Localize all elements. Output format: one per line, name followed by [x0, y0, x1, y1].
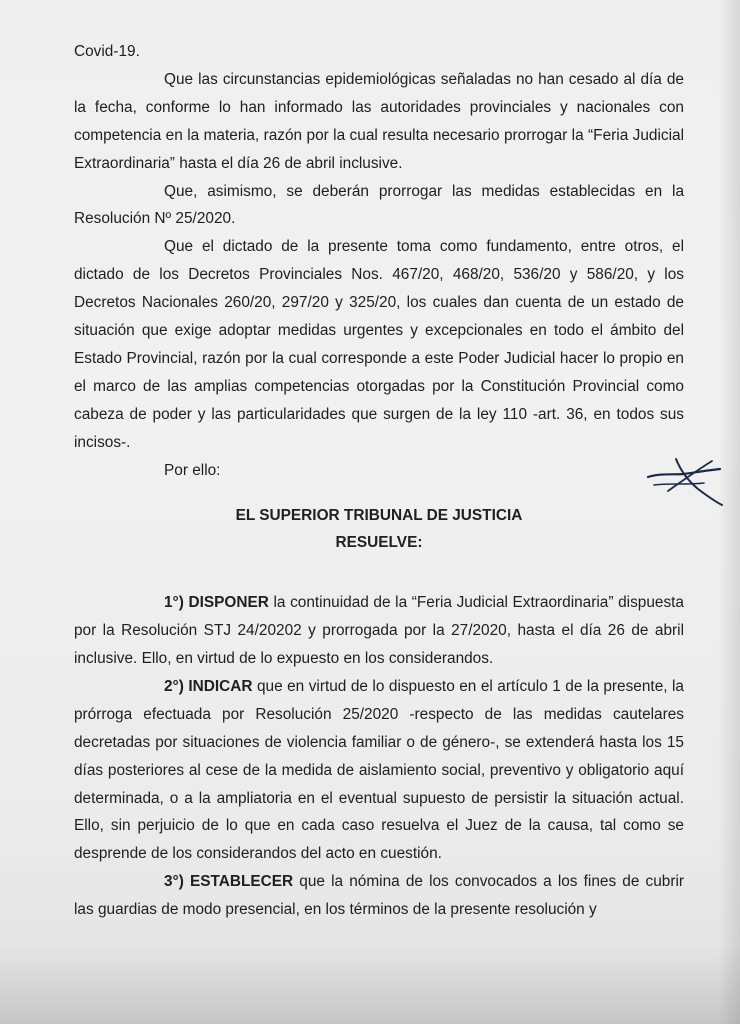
article-1 — [74, 589, 684, 673]
heading-resuelve: RESUELVE: — [335, 534, 423, 552]
article-3 — [74, 868, 684, 924]
document-body — [74, 38, 684, 924]
page-edge-shadow — [718, 0, 740, 1024]
handwritten-signature-mark — [646, 455, 724, 507]
spacer — [74, 557, 684, 585]
page-bottom-shadow — [0, 944, 740, 1024]
heading-tribunal: EL SUPERIOR TRIBUNAL DE JUSTICIA — [235, 506, 523, 524]
article-1-text: la continuidad de la “Feria Judicial Extraordinaria” dispuesta por la Resolución STJ 24/20202 y prorrogada por la 27/2020, hasta el día 26 de abril inclusive. Ello, en virtud de lo expuesto en los considerandos. — [74, 594, 684, 668]
article-3-text: que la nómina de los convocados a los fines de cubrir las guardias de modo presencial, en los términos de la presente resolución y — [74, 873, 685, 919]
paragraph-covid: Covid-19. — [74, 43, 140, 60]
article-1-verb: DISPONER — [188, 594, 269, 612]
article-2-number: 2°) — [164, 677, 184, 695]
paragraph-por-ello: Por ello: — [164, 461, 221, 479]
article-2 — [74, 673, 684, 868]
paragraph-circunstancias: Que las circunstancias epidemiológicas señaladas no han cesado al día de la fecha, conforme lo han informado las autoridades provinciales y nacionales con competencia en la materia, razón por la cual resulta necesario prorrogar la “Feria Judicial Extraordinaria” hasta el día 26 de abril inclusive. — [74, 70, 684, 172]
article-2-text: que en virtud de lo dispuesto en el artículo 1 de la presente, la prórroga efectuada por Resolución 25/2020 -respecto de las medidas cautelares decretadas por situaciones de violencia familiar o de género-, se extenderá hasta los 15 días posteriores al cese de la medida de aislamiento social, preventivo y obligatorio aquí determinada, o a la ampliatoria en el eventual supuesto de persistir la situación actual. Ello, sin perjuicio de lo que en cada caso resuelva el Juez de la causa, tal como se desprende de los considerandos del acto en cuestión. — [74, 677, 684, 863]
article-3-verb: ESTABLECER — [189, 873, 294, 891]
paragraph-fundamento: Que el dictado de la presente toma como fundamento, entre otros, el dictado de los Decretos Provinciales Nos. 467/20, 468/20, 536/20 y 586/20, y los Decretos Nacionales 260/20, 297/20 y 325/20, los cuales dan cuenta de un estado de situación que exige adoptar medidas urgentes y excepcionales en todo el ámbito del Estado Provincial, razón por la cual corresponde a este Poder Judicial hacer lo propio en el marco de las amplias competencias otorgadas por la Constitución Provincial como cabeza de poder y las particularidades que surgen de la ley 110 -art. 36, en todos sus incisos-. — [74, 238, 684, 451]
article-1-number: 1°) — [164, 594, 184, 612]
article-2-verb: INDICAR — [188, 677, 253, 695]
paragraph-asimismo: Que, asimismo, se deberán prorrogar las medidas establecidas en la Resolución Nº 25/2020. — [74, 182, 684, 228]
article-3-number: 3°) — [164, 873, 184, 891]
